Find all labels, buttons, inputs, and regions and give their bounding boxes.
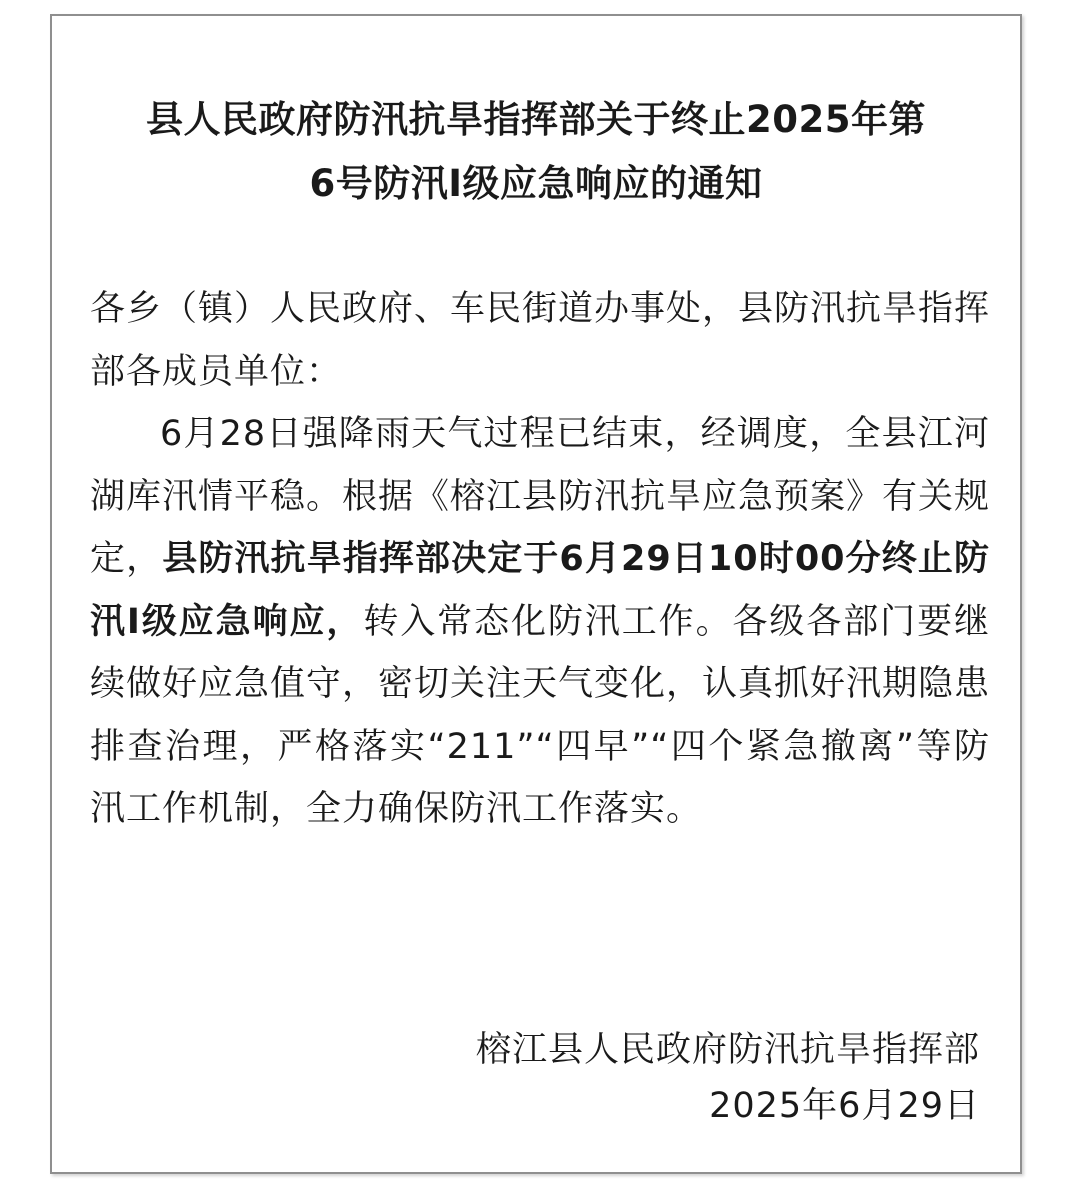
signature-block <box>476 1022 980 1134</box>
body-text-part-1: 6月28日强降雨天气过程已结束，经调度，全县江河湖库汛情平稳。根据《榕江县防汛抗旱应急预案》有关规定， <box>90 414 991 579</box>
title-line-1: 县人民政府防汛抗旱指挥部关于终止2025年第 <box>146 98 926 141</box>
notice-document <box>50 14 1022 1174</box>
main-paragraph <box>90 403 990 841</box>
signature-date: 2025年6月29日 <box>709 1086 980 1126</box>
title-line-2: 6号防汛Ⅰ级应急响应的通知 <box>309 162 763 205</box>
body-text-part-2: 转入常态化防汛工作。各级各部门要继续做好应急值守，密切关注天气变化，认真抓好汛期隐患排查治理，严格落实“211”“四早”“四个紧急撤离”等防汛工作机制，全力确保防汛工作落实。 <box>90 601 991 829</box>
notice-title <box>52 88 1020 216</box>
salutation: 各乡（镇）人民政府、车民街道办事处，县防汛抗旱指挥部各成员单位： <box>90 289 991 392</box>
signature-organization: 榕江县人民政府防汛抗旱指挥部 <box>475 1030 980 1070</box>
notice-body <box>90 278 990 841</box>
body-bold-decision: 县防汛抗旱指挥部决定于6月29日10时00分终止防汛Ⅰ级应急响应， <box>90 539 990 642</box>
